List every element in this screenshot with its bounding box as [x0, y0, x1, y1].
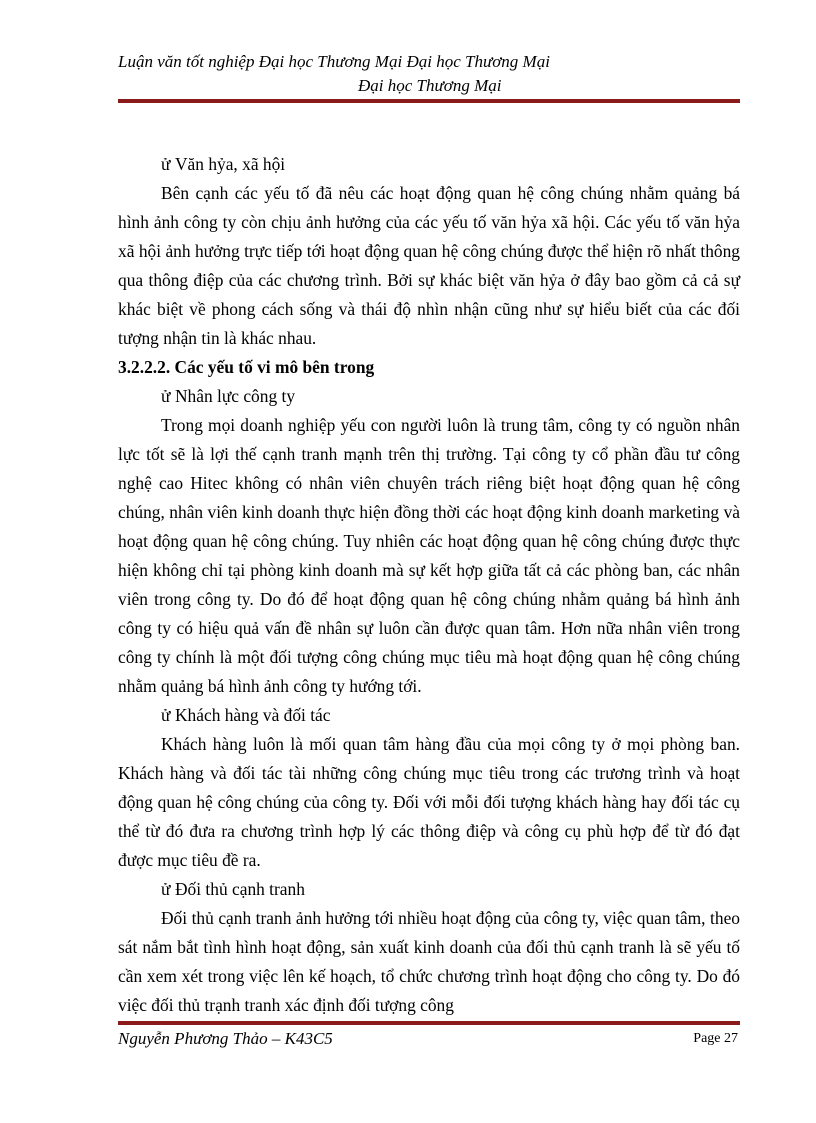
bullet-icon: ử [161, 705, 171, 725]
footer-author: Nguyễn Phương Thảo – K43C5 [118, 1029, 333, 1048]
page-number: Page 27 [693, 1031, 738, 1046]
bullet-hr: ử Nhân lực công ty [118, 382, 740, 411]
bullet-culture: ử Văn hỷa, xã hội [118, 150, 740, 179]
header-divider [118, 99, 740, 103]
paragraph-hr: Trong mọi doanh nghiệp yếu con người luôn là trung tâm, công ty có nguồn nhân lực tốt sẽ là lợi thế cạnh tranh mạnh trên thị trường. Tại công ty cổ phần đầu tư công nghệ cao Hitec không có nhân viên chuyên trách riêng biệt hoạt động quan hệ công chúng, nhân viên kinh doanh thực hiện đồng thời các hoạt động kinh doanh marketing và hoạt động quan hệ công chúng. Tuy nhiên các hoạt động quan hệ công chúng được thực hiện không chỉ tại phòng kinh doanh mà sự kết hợp giữa tất cả các phòng ban, các nhân viên trong công ty. Do đó để hoạt động quan hệ công chúng nhằm quảng bá hình ảnh công ty có hiệu quả vấn đề nhân sự luôn cần được quan tâm. Hơn nữa nhân viên trong công ty chính là một đối tượng công chúng mục tiêu mà hoạt động quan hệ công chúng nhằm quảng bá hình ảnh công ty hướng tới. [118, 415, 740, 696]
paragraph-culture: Bên cạnh các yếu tố đã nêu các hoạt động quan hệ công chúng nhằm quảng bá hình ảnh công ty còn chịu ảnh hưởng của các yếu tố văn hỷa xã hội. Các yếu tố văn hỷa xã hội ảnh hưởng trực tiếp tới hoạt động quan hệ công chúng được thể hiện rõ nhất thông qua thông điệp của các chương trình. Bởi sự khác biệt văn hỷa ở đây bao gồm cả cả sự khác biệt về phong cách sống và thái độ nhìn nhận cũng như sự hiểu biết của các đối tượng nhận tin là khác nhau. [118, 183, 740, 348]
paragraph-customers: Khách hàng luôn là mối quan tâm hàng đầu của mọi công ty ở mọi phòng ban. Khách hàng và đối tác tài những công chúng mục tiêu trong các trương trình và hoạt động quan hệ công chúng của công ty. Đối với mỗi đối tượng khách hàng hay đối tác cụ thể từ đó đưa ra chương trình hợp lý các thông điệp và công cụ phù hợp để từ đó đạt được mục tiêu đề ra. [118, 734, 740, 870]
header-line-1: Luận văn tốt nghiệp Đại học Thương Mại Đại học Thương Mại [118, 52, 550, 71]
bullet-icon: ử [161, 879, 171, 899]
header-line-2: Đại học Thương Mại [358, 76, 502, 95]
footer-divider [118, 1021, 740, 1025]
section-heading: 3.2.2.2. Các yếu tố vi mô bên trong [118, 357, 375, 377]
paragraph-competitors: Đối thủ cạnh tranh ảnh hưởng tới nhiều hoạt động của công ty, việc quan tâm, theo sát nắm bắt tình hình hoạt động, sản xuất kinh doanh của đối thủ cạnh tranh là sẽ yếu tố cần xem xét trong việc lên kế hoạch, tổ chức chương trình hoạt động cho công ty. Do đó việc đối thủ trạnh tranh xác định đối tượng công [118, 908, 740, 1015]
bullet-icon: ử [161, 154, 171, 174]
bullet-customers: ử Khách hàng và đối tác [118, 701, 740, 730]
page-header [118, 50, 740, 98]
bullet-competitors: ử Đối thủ cạnh tranh [118, 875, 740, 904]
bullet-icon: ử [161, 386, 171, 406]
document-body [118, 150, 740, 1020]
